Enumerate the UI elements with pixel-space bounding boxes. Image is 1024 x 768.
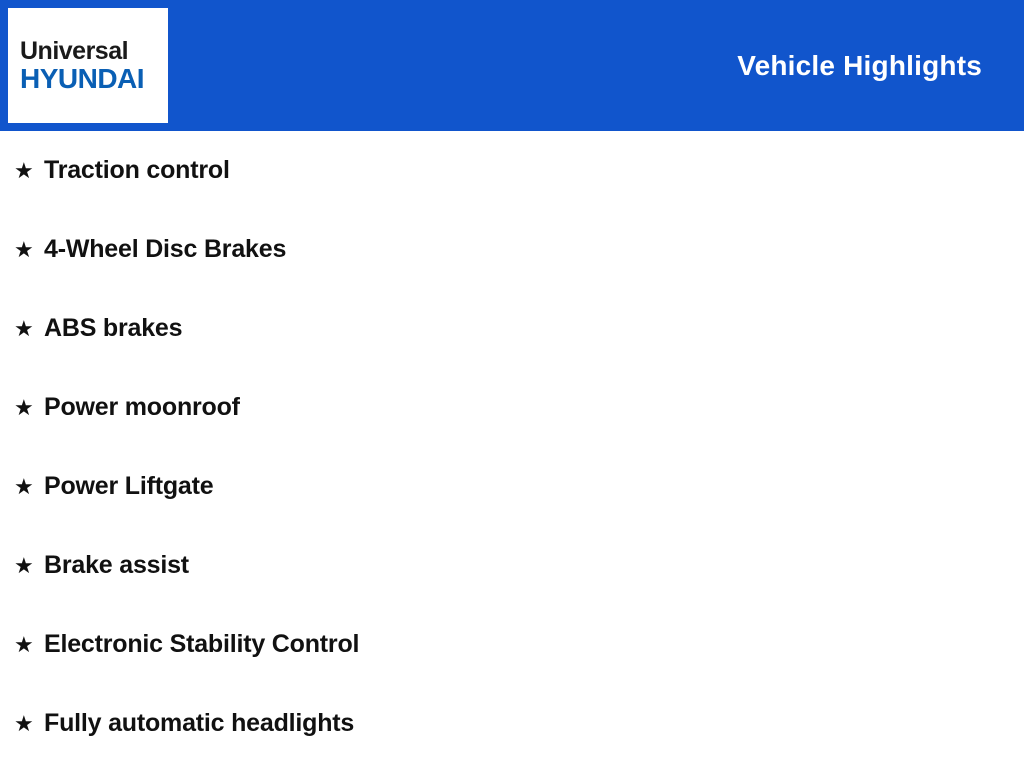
- page-title: Vehicle Highlights: [737, 49, 982, 81]
- list-item: [0, 447, 1024, 526]
- star-icon: ★: [14, 394, 34, 420]
- star-icon: ★: [14, 552, 34, 578]
- star-icon: ★: [14, 473, 34, 499]
- list-item: [0, 289, 1024, 368]
- logo-line-hyundai: HYUNDAI: [20, 62, 145, 94]
- list-item-label: Power moonroof: [44, 393, 240, 421]
- star-icon: ★: [14, 157, 34, 183]
- list-item: [0, 684, 1024, 763]
- list-item: [0, 131, 1024, 210]
- logo-line-universal: Universal: [20, 36, 129, 65]
- list-item-label: Power Liftgate: [44, 472, 214, 500]
- list-item-label: Electronic Stability Control: [44, 630, 360, 658]
- vehicle-highlights-list: [0, 131, 1024, 763]
- list-item: [0, 210, 1024, 289]
- star-icon: ★: [14, 710, 34, 736]
- list-item-label: Fully automatic headlights: [44, 709, 355, 737]
- list-item-label: ABS brakes: [44, 314, 183, 342]
- page-header: [0, 0, 1024, 131]
- list-item: [0, 526, 1024, 605]
- list-item: [0, 368, 1024, 447]
- star-icon: ★: [14, 631, 34, 657]
- star-icon: ★: [14, 315, 34, 341]
- list-item: [0, 605, 1024, 684]
- list-item-label: Traction control: [44, 156, 230, 184]
- list-item-label: 4-Wheel Disc Brakes: [44, 235, 287, 263]
- list-item-label: Brake assist: [44, 551, 189, 579]
- star-icon: ★: [14, 236, 34, 262]
- dealer-logo: [8, 8, 168, 123]
